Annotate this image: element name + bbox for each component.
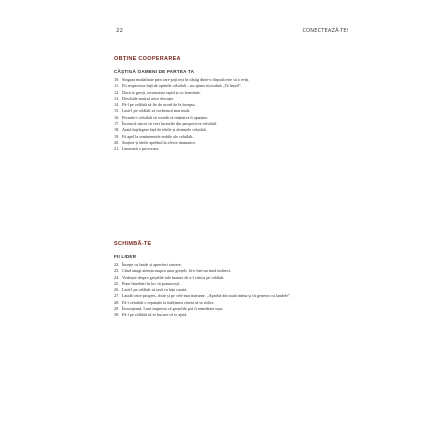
rule-text: Lasă-l pe celălalt să vorbească mai mult. — [122, 108, 191, 114]
rule-number: 28. — [114, 299, 120, 305]
rule-text: Fii respectuos față de opiniile celuilalt – nu spune niciodată „Te înșeli”. — [122, 83, 242, 89]
rule-list — [114, 77, 344, 153]
rule-text: Vorbește despre greșelile tale înainte de a-l critica pe celălalt. — [122, 274, 225, 280]
section-title: SCHIMBĂ-TE — [114, 241, 152, 247]
rule-text: Fă apel la sentimentele nobile ale celuilalt. — [122, 133, 194, 139]
rule-item — [114, 146, 344, 152]
section-schimba-te — [114, 241, 344, 319]
running-title: CONECTEAZĂ-TE! — [302, 28, 349, 34]
rule-number: 17. — [114, 121, 120, 127]
rule-text: Susține-ți ideile apelând la efecte dramatice. — [122, 139, 197, 145]
rule-number: 18. — [114, 127, 120, 133]
rule-text: Începe cu laude și aprecieri sincere. — [122, 262, 182, 267]
rule-number: 14. — [114, 102, 120, 108]
rule-number: 26. — [114, 287, 120, 293]
rule-number: 21. — [114, 146, 120, 152]
section-title: OBȚINE COOPERAREA — [114, 56, 181, 62]
section-obtine-cooperarea — [114, 56, 344, 153]
rule-number: 25. — [114, 280, 120, 286]
rule-number: 12. — [114, 89, 120, 95]
rule-number: 27. — [114, 293, 120, 299]
page-header — [0, 0, 445, 40]
rule-text: Încurajează. Lasă impresia că greșelile pot fi remediate ușor. — [122, 306, 224, 312]
rule-number: 22. — [114, 262, 120, 267]
rule-text: Lasă-l pe celălalt să iasă cu fața curată. — [122, 287, 188, 293]
rule-text: Deschide amical orice discuție. — [122, 95, 175, 101]
page-number: 22 — [116, 28, 123, 34]
rule-text: Pune întrebări în loc să porunceşti. — [122, 280, 181, 286]
rule-number: 20. — [114, 139, 120, 145]
rule-number: 10. — [114, 77, 120, 82]
rule-number: 13. — [114, 95, 120, 101]
rule-list — [114, 262, 344, 319]
rule-number: 29. — [114, 306, 120, 312]
rule-number: 24. — [114, 274, 120, 280]
rule-number: 15. — [114, 108, 120, 114]
rule-text: Fă-i celuilalt o reputație la înălțimea căreia să se ridice. — [122, 299, 215, 305]
rule-number: 19. — [114, 133, 120, 139]
rule-number: 30. — [114, 312, 120, 318]
rule-text: Laudă orice progres, chiar și pe cele mai mărunte. „Aprobă din toată inima și fii generos cu laudele”. — [122, 293, 292, 299]
rule-text: Încearcă sincer să vezi lucrurile din perspectiva celuilalt. — [122, 121, 218, 127]
rule-number: 23. — [114, 268, 120, 274]
rule-text: Lansează o provocare. — [122, 146, 160, 152]
rule-text: Fă-l pe celălalt să fie de acord de la început. — [122, 102, 196, 108]
subsection-title: FII LIDER — [114, 254, 137, 259]
rule-text: Dacă ai greșit, recunoaște rapid și cu fermitate. — [122, 89, 201, 95]
rule-number: 11. — [114, 83, 120, 89]
subsection-title: CÂȘTIGĂ OAMENI DE PARTEA TA — [114, 69, 195, 74]
rule-text: Când atragi atenția asupra unor greșeli, fă-o într-un mod indirect. — [122, 268, 232, 274]
rule-text: Fă-l pe celălalt să se bucure că te ajută. — [122, 312, 188, 318]
rule-text: Singura modalitate prin care poți ieși în câștig dintr-o dispută este să o eviți. — [122, 77, 250, 82]
rule-item — [114, 312, 344, 318]
rule-text: Permite-i celuilalt să creadă că inițiativa îi aparține. — [122, 114, 209, 120]
rule-number: 16. — [114, 114, 120, 120]
rule-text: Arată înțelegere față de ideile și dorințele celuilalt. — [122, 127, 207, 133]
